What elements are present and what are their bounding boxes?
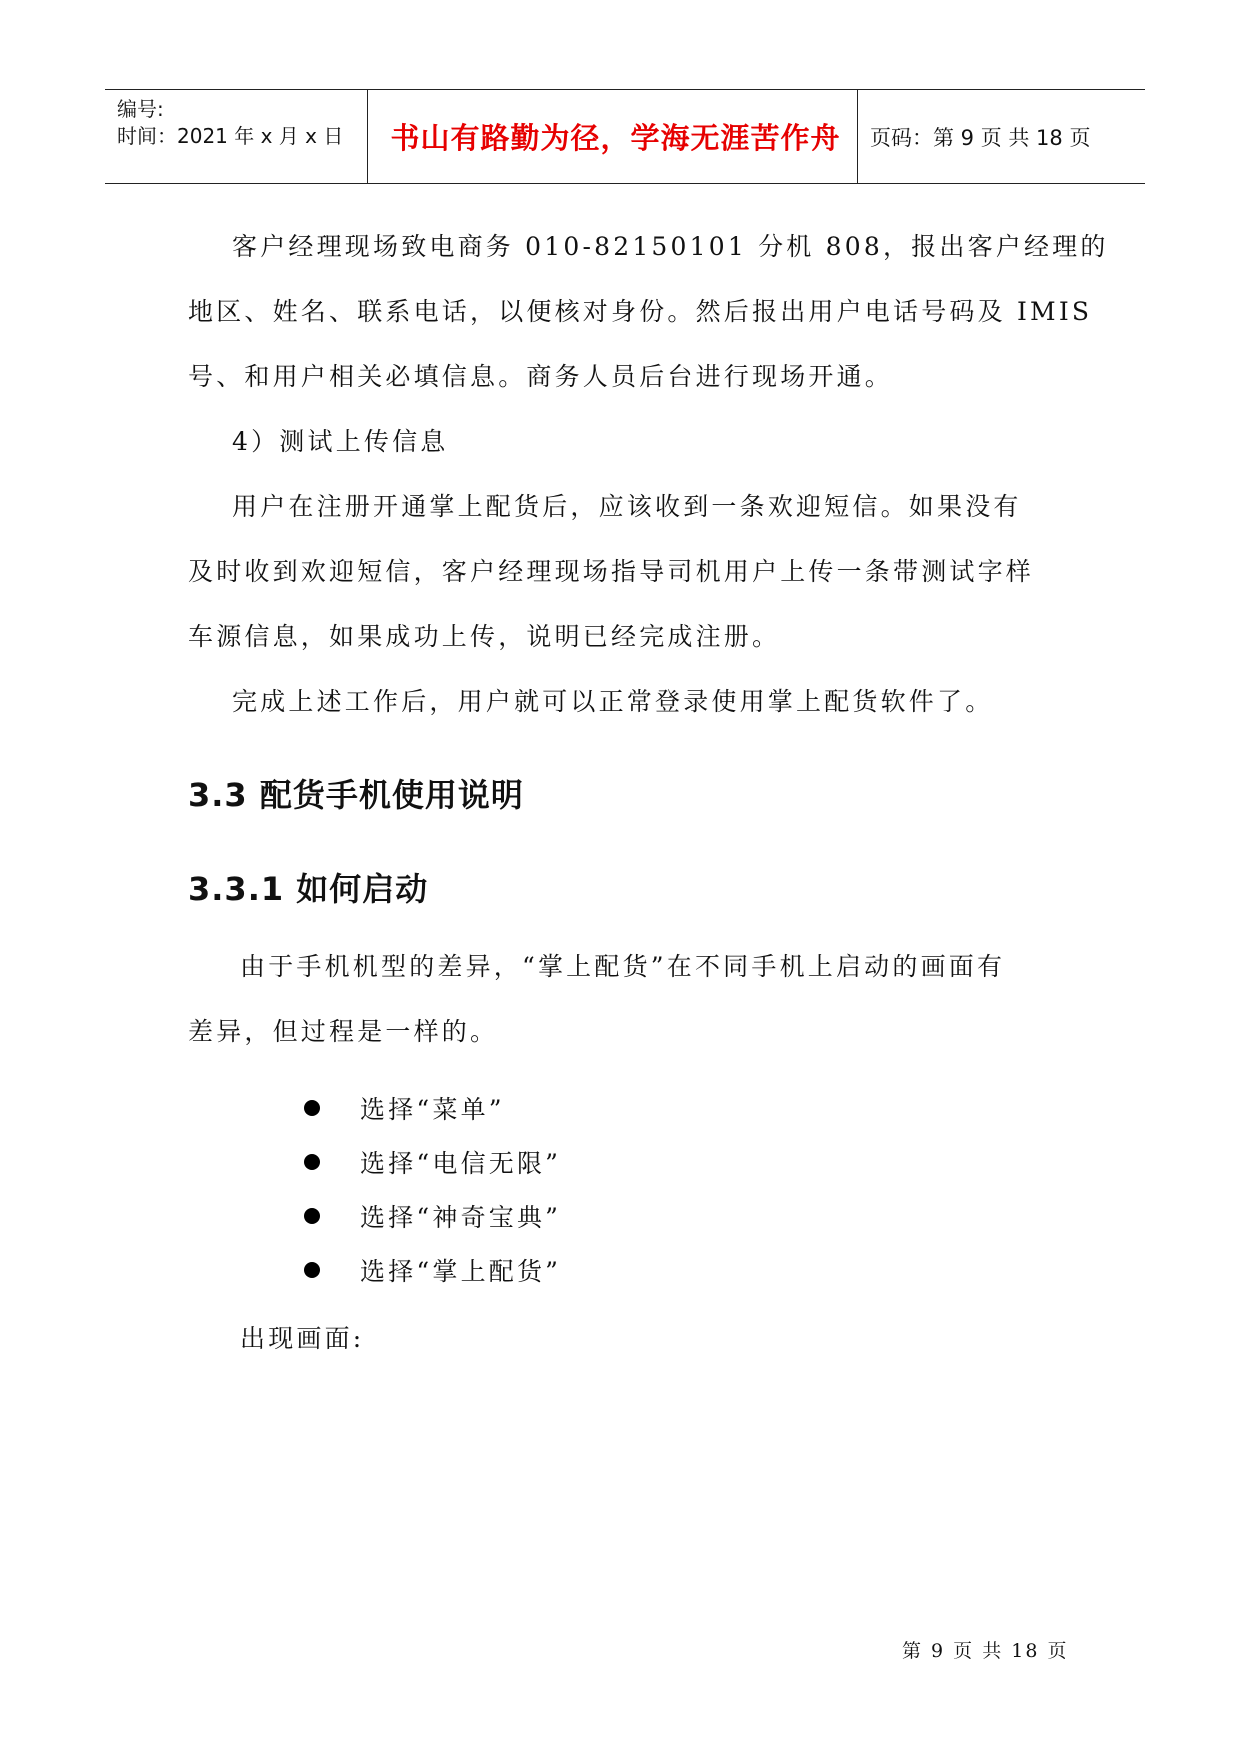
para3: 完成上述工作后，用户就可以正常登录使用掌上配货软件了。: [232, 687, 994, 716]
page-header: [105, 89, 1145, 184]
bullet-text: 选择“菜单”: [360, 1095, 505, 1124]
page-footer: 第 9 页 共 18 页: [902, 1640, 1069, 1662]
bullet-item: [304, 1252, 561, 1288]
bullet-dot-icon: [304, 1100, 320, 1116]
header-motto-cell: [368, 90, 858, 183]
bullet-text: 选择“掌上配货”: [360, 1257, 562, 1286]
appear-text: 出现画面:: [240, 1324, 365, 1353]
header-page-label: 页码：第 9 页 共 18 页: [870, 125, 1091, 150]
header-number-label: 编号:: [117, 97, 164, 121]
para2-line3: 车源信息，如果成功上传，说明已经完成注册。: [188, 622, 781, 651]
heading-3-3-1: 3.3.1 如何启动: [188, 870, 429, 908]
bullet-text: 选择“电信无限”: [360, 1149, 562, 1178]
bullet-item: [304, 1144, 561, 1180]
header-time-label: 时间：2021 年 x 月 x 日: [117, 124, 344, 148]
para2-line1: 用户在注册开通掌上配货后，应该收到一条欢迎短信。如果没有: [232, 492, 1022, 521]
para1-line1: 客户经理现场致电商务 010-82150101 分机 808，报出客户经理的: [232, 232, 1109, 261]
bullet-dot-icon: [304, 1154, 320, 1170]
header-meta: [105, 90, 368, 183]
bullet-item: [304, 1090, 505, 1126]
heading-3-3: 3.3 配货手机使用说明: [188, 776, 524, 814]
para1-line3: 号、和用户相关必填信息。商务人员后台进行现场开通。: [188, 362, 894, 391]
para2-line2: 及时收到欢迎短信，客户经理现场指导司机用户上传一条带测试字样: [188, 557, 1035, 586]
para4-line1: 由于手机机型的差异，“掌上配货”在不同手机上启动的画面有: [240, 952, 1006, 981]
bullet-item: [304, 1198, 561, 1234]
para4-line2: 差异，但过程是一样的。: [188, 1017, 499, 1046]
bullet-dot-icon: [304, 1262, 320, 1278]
bullet-dot-icon: [304, 1208, 320, 1224]
bullet-text: 选择“神奇宝典”: [360, 1203, 562, 1232]
step4-title: 4）测试上传信息: [232, 427, 449, 456]
para1-line2: 地区、姓名、联系电话，以便核对身份。然后报出用户电话号码及 IMIS: [188, 297, 1093, 326]
header-motto: 书山有路勤为径，学海无涯苦作舟: [390, 121, 841, 155]
header-page-cell: [858, 90, 1145, 183]
